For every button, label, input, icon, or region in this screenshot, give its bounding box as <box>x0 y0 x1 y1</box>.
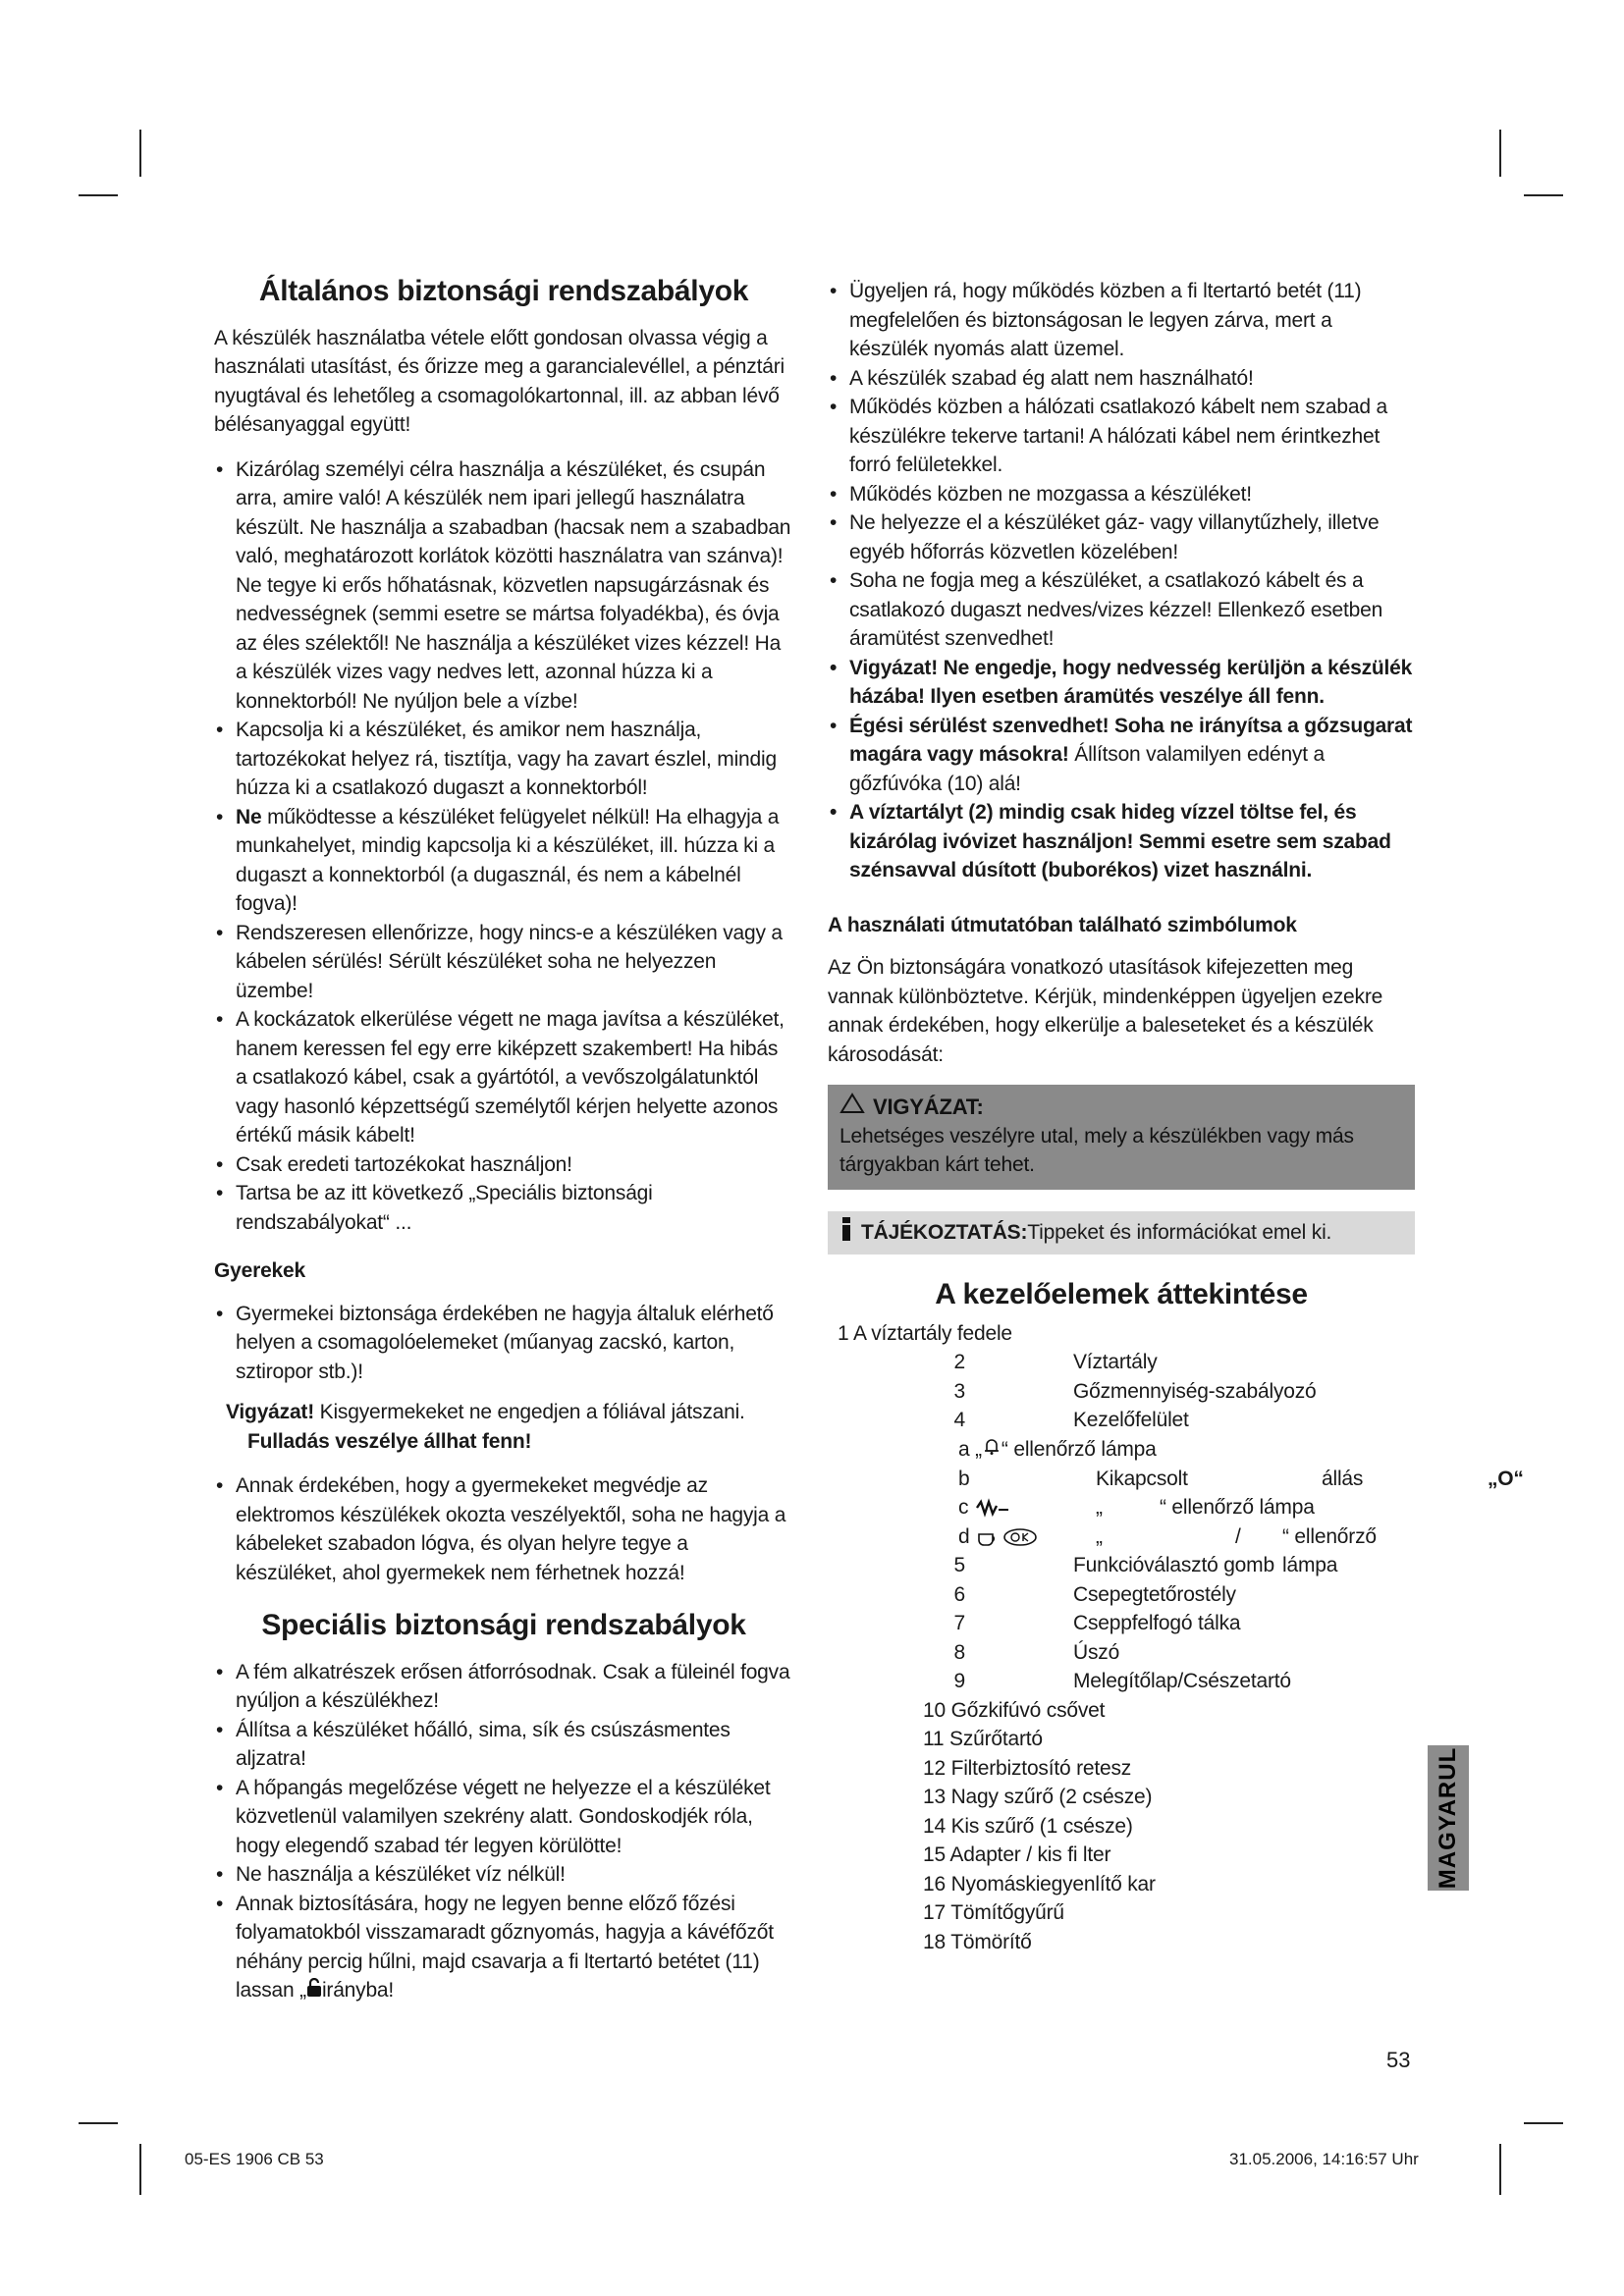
list-item: • Ne használja a készüléket víz nélkül! <box>214 1860 793 1890</box>
crop-mark <box>139 130 141 177</box>
list-item: • Kizárólag személyi célra használja a készüléket, és csupán arra, amire való! A készülék nem ipari jellegű használatra készült. Ne használja a szabadban (hacsak nem a szabadban való, meghatározott korlátok közötti használatra van szánva)! Ne tegye ki erős hőhatásnak, közvetlen napsugárzásnak és nedvességnek (semmi esetre se mártsa folyadékba), és óvja az éles szélektől! Ne használja a készüléket vizes kézzel! Ha a készülék vizes vagy nedves lett, azonnal húzza ki a konnektorból! Ne nyúljon bele a vízbe! <box>214 455 793 717</box>
part-item <box>828 1609 1415 1638</box>
part-item <box>828 1667 1415 1696</box>
part-item <box>828 1580 1415 1610</box>
part-number: 4 <box>953 1409 965 1431</box>
list-item-text: Állítson valamilyen edényt a gőzfúvóka (10) alá! <box>849 743 1325 795</box>
crop-mark <box>1499 2144 1501 2195</box>
part-item: 1 A víztartály fedele <box>838 1321 1012 1345</box>
bell-icon <box>982 1435 1001 1465</box>
list-item <box>214 1890 793 2006</box>
part-item <box>828 1377 1415 1407</box>
subitem-text: “ ellenőrző lámpa <box>1282 1524 1377 1577</box>
list-item: • Annak érdekében, hogy a gyermekeket megvédje az elektromos készülékek okozta veszélyektől, soha ne hagyja a kábeleket szabadon lógva, és olyan helyre tegye a készüléket, ahol gyermekek nem férhetnek hozzá! <box>214 1471 793 1587</box>
subitem-key: b <box>958 1467 970 1490</box>
coffee-cup-icon <box>977 1526 1038 1557</box>
symbols-heading: A használati útmutatóban található szimbólumok <box>828 913 1297 936</box>
info-text: Tippeket és információkat emel ki. <box>1027 1221 1332 1244</box>
part-number: 2 <box>953 1351 965 1373</box>
part-item <box>828 1406 1415 1435</box>
subitem-text: / <box>1235 1524 1241 1548</box>
part-label: Gőzmennyiség-szabályozó <box>1073 1379 1317 1403</box>
children-list-2 <box>214 1471 793 1587</box>
list-item: • Rendszeresen ellenőrizze, hogy nincs-e a készüléken vagy a kábelen sérülés! Sérült készüléket soha ne helyezzen üzembe! <box>214 919 793 1006</box>
part-item: 11 Szűrőtartó <box>923 1728 1043 1751</box>
info-icon <box>839 1217 853 1250</box>
crop-mark <box>79 194 118 196</box>
subitem-symbol: „O“ <box>1488 1467 1524 1490</box>
warning-box <box>828 1085 1415 1190</box>
part-subitem-c <box>828 1493 1415 1522</box>
part-label: Melegítőlap/Csészetartó <box>1073 1670 1291 1693</box>
subitem-text: Kikapcsolt <box>1096 1467 1188 1490</box>
part-label: Cseppfelfogó tálka <box>1073 1612 1241 1635</box>
crop-mark <box>139 2144 141 2195</box>
part-item: 12 Filterbiztosító retesz <box>923 1756 1132 1780</box>
list-item: • A hőpangás megelőzése végett ne helyezze el a készüléket közvetlenül valamilyen szekrény alatt. Gondoskodjék róla, hogy elegendő szabad tér legyen körülötte! <box>214 1774 793 1861</box>
children-warning <box>214 1398 793 1456</box>
subitem-text: a „ <box>958 1437 982 1461</box>
part-number: 7 <box>953 1612 965 1635</box>
part-label: Kezelőfelület <box>1073 1409 1189 1431</box>
list-item: • A kockázatok elkerülése végett ne maga javítsa a készüléket, hanem keressen fel egy erre kiképzett szakembert! Ha hibás a csatlakozó kábel, csak a gyártótól, a vevőszolgálatunktól vagy hasonló képzettségű személytől kérjen helyette azonos értékű másik kábelt! <box>214 1005 793 1150</box>
list-item: • Működés közben a hálózati csatlakozó kábelt nem szabad a készülékre tekerve tartani! A hálózati kábel nem érintkezhet forró felületekkel. <box>828 393 1415 480</box>
info-box <box>828 1211 1415 1255</box>
crop-mark <box>1499 130 1501 177</box>
subitem-text: “ ellenőrző lámpa <box>1160 1496 1315 1520</box>
subitem-text: „ <box>1096 1496 1103 1520</box>
language-tab <box>1428 1745 1469 1891</box>
warning-triangle-icon <box>839 1093 865 1122</box>
part-label: Csepegtetőrostély <box>1073 1582 1236 1606</box>
warning-bold: Fulladás veszélye állhat fenn! <box>247 1429 532 1453</box>
part-number: 8 <box>953 1640 965 1664</box>
general-safety-title: Általános biztonsági rendszabályok <box>258 275 749 307</box>
part-label: Úszó <box>1073 1640 1120 1664</box>
part-number: 6 <box>953 1582 965 1606</box>
part-item: 13 Nagy szűrő (2 csésze) <box>923 1786 1153 1809</box>
list-item-text: Annak biztosítására, hogy ne legyen benne előző főzési folyamatokból visszamaradt gőznyomás, hagyja a kávéfőzőt néhány percig hűlni, majd csavarja a fi ltertartó betétet (11) lassan „ <box>236 1892 774 2002</box>
list-item: • Működés közben ne mozgassa a készüléket! <box>828 480 1415 509</box>
list-item: • A fém alkatrészek erősen átforrósodnak. Csak a füleinél fogva nyúljon a készülékhez! <box>214 1658 793 1716</box>
crop-mark <box>1524 2122 1563 2124</box>
list-item: • Állítsa a készüléket hőálló, sima, sík és csúszásmentes aljzatra! <box>214 1716 793 1774</box>
children-heading: Gyerekek <box>214 1259 305 1282</box>
subitem-state: állás <box>1322 1467 1364 1490</box>
part-item <box>828 1348 1415 1377</box>
subitem-key: d <box>958 1524 970 1548</box>
part-item: 14 Kis szűrő (1 csésze) <box>923 1814 1133 1838</box>
warning-box-text: Lehetséges veszélyre utal, mely a készülékben vagy más tárgyakban kárt tehet. <box>839 1124 1354 1176</box>
special-safety-list <box>214 1658 793 2006</box>
subitem-text: “ ellenőrző lámpa <box>1001 1437 1157 1461</box>
left-column <box>214 277 793 2021</box>
list-item: • Gyermekei biztonsága érdekében ne hagyja általuk elérhető helyen a csomagolóelemeket (műanyag zacskó, karton, sztiropor stb.)! <box>214 1300 793 1387</box>
part-subitem-a <box>828 1435 1415 1465</box>
list-item: • Soha ne fogja meg a készüléket, a csatlakozó kábelt és a csatlakozó dugaszt nedves/vizes kézzel! Ellenkező esetben áramütést szenvedhet! <box>828 566 1415 654</box>
warning-title: VIGYÁZAT: <box>873 1095 984 1119</box>
list-item <box>214 803 793 919</box>
part-item: 17 Tömítőgyűrű <box>923 1901 1064 1925</box>
list-item: • A víztartályt (2) mindig csak hideg vízzel töltse fel, és kizárólag ivóvizet használjon! Semmi esetre sem szabad szénsavval dúsított (buborékos) vizet használni. <box>828 798 1415 885</box>
list-item: • Csak eredeti tartozékokat használjon! <box>214 1150 793 1180</box>
list-item: • Ne helyezze el a készüléket gáz- vagy villanytűzhely, illetve egyéb hőforrás közvetlen közelében! <box>828 508 1415 566</box>
list-item: • Vigyázat! Ne engedje, hogy nedvesség kerüljön a készülék házába! Ilyen esetben áramütés veszélye áll fenn. <box>828 654 1415 712</box>
info-label: TÁJÉKOZTATÁS: <box>861 1221 1028 1244</box>
part-number: 9 <box>953 1670 965 1693</box>
part-item: 10 Gőzkifúvó csővet <box>923 1698 1106 1722</box>
list-item: • Kapcsolja ki a készüléket, és amikor nem használja, tartozékokat helyez rá, tisztítja, vagy ha zavart észlel, mindig húzza ki a csatlakozó dugaszt a konnektorból! <box>214 716 793 803</box>
list-item-text: működtesse a készüléket felügyelet nélkül! Ha elhagyja a munkahelyet, mindig kapcsolja ki a készüléket, ill. húzza ki a dugaszt a konnektorból (a dugasznál, és nem a kábelnél fogva)! <box>236 805 780 915</box>
symbols-intro: Az Ön biztonságára vonatkozó utasítások kifejezetten meg vannak különböztetve. Kérjük, mindenképpen ügyeljen ezekre annak érdekében, hogy elkerülje a baleseteket és a készülék károsodását: <box>828 956 1383 1066</box>
page-number: 53 <box>1386 2048 1411 2072</box>
part-item: 15 Adapter / kis fi lter <box>923 1843 1111 1867</box>
general-safety-list <box>214 455 793 1238</box>
subitem-text: „ <box>1096 1524 1103 1548</box>
warning-box-title <box>839 1093 1403 1122</box>
list-item <box>828 712 1415 799</box>
warning-text: Kisgyermekeket ne engedjen a fóliával játszani. <box>314 1401 745 1423</box>
part-number: 5 <box>953 1554 965 1577</box>
controls-title: A kezelőelemek áttekintése <box>935 1278 1308 1310</box>
unlock-icon <box>306 1977 322 2006</box>
footer-timestamp: 31.05.2006, 14:16:57 Uhr <box>1229 2150 1419 2168</box>
part-number: 3 <box>953 1379 965 1403</box>
language-tab-label: MAGYARUL <box>1435 1746 1462 1890</box>
footer-file-id: 05-ES 1906 CB 53 <box>185 2150 324 2168</box>
list-item: • Tartsa be az itt következő „Speciális biztonsági rendszabályokat“ ... <box>214 1179 793 1237</box>
list-item-text-end: irányba! <box>321 1979 395 2002</box>
subitem-key: c <box>958 1496 969 1520</box>
special-safety-title: Speciális biztonsági rendszabályok <box>261 1609 746 1641</box>
part-subitem-b <box>828 1465 1524 1494</box>
list-item: • A készülék szabad ég alatt nem használható! <box>828 364 1415 394</box>
crop-mark <box>79 2122 118 2124</box>
bold-text: Ne <box>236 805 262 828</box>
warning-label: Vigyázat! <box>226 1401 315 1423</box>
part-label: Funkcióválasztó gomb <box>1073 1554 1274 1577</box>
part-label: Víztartály <box>1073 1351 1158 1373</box>
general-safety-intro: A készülék használatba vétele előtt gondosan olvassa végig a használati utasítást, és őrizze meg a garancialevéllel, a pénztári nyugtával és lehetőleg a csomagolókartonnal, ill. az abban lévő bélésanyaggal együtt! <box>214 326 785 436</box>
crop-mark <box>1524 194 1563 196</box>
bold-text: Égési sérülést szenvedhet! Soha ne irányítsa a gőzsugarat magára vagy másokra! <box>849 714 1413 766</box>
part-item <box>828 1638 1415 1668</box>
children-list <box>214 1300 793 1387</box>
part-item: 18 Tömörítő <box>923 1930 1032 1953</box>
right-safety-list <box>828 277 1415 885</box>
list-item: • Ügyeljen rá, hogy működés közben a fi ltertartó betét (11) megfelelően és biztonságosan le legyen zárva, mert a készülék nyomás alatt üzemel. <box>828 277 1415 364</box>
part-item: 16 Nyomáskiegyenlítő kar <box>923 1872 1156 1896</box>
